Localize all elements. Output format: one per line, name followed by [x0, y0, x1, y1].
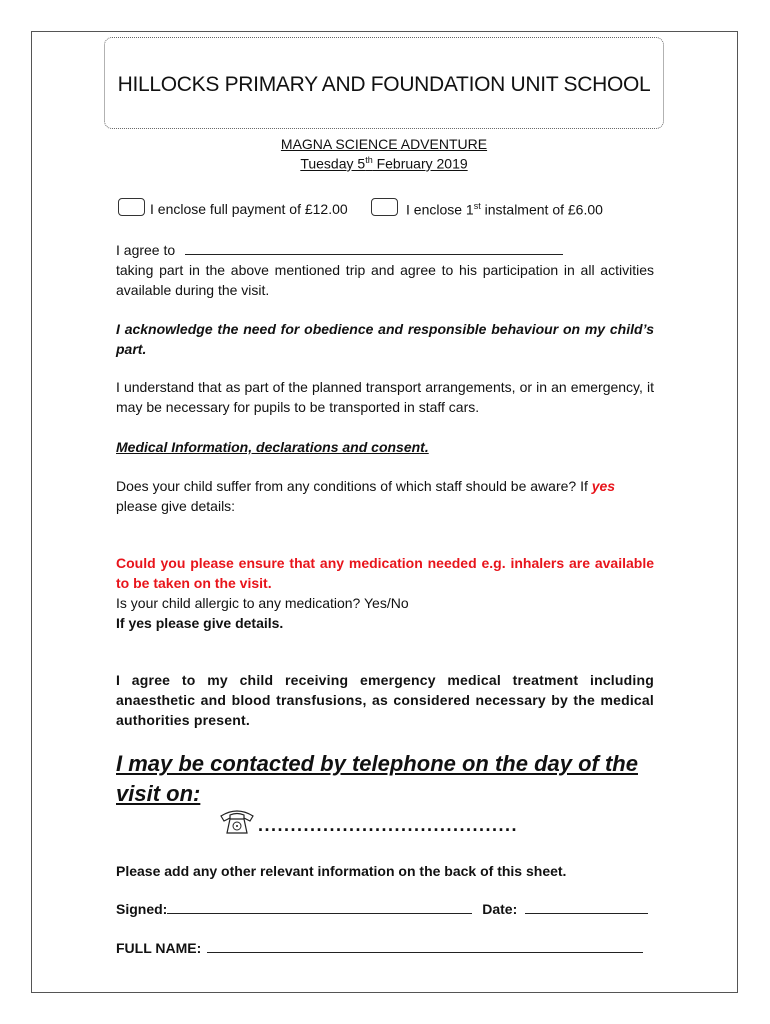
- other-info-note: Please add any other relevant information on the back of this sheet.: [116, 863, 567, 879]
- trip-date: [104, 155, 664, 172]
- emergency-consent: I agree to my child receiving emergency medical treatment including anaesthetic and blood transfusions, as considered necessary by the medical authorities present.: [116, 672, 654, 728]
- full-payment-checkbox[interactable]: [118, 198, 145, 216]
- full-name-field[interactable]: [207, 940, 643, 953]
- agree-rest: taking part in the above mentioned trip and agree to his participation in all activities available during the visit.: [116, 262, 654, 298]
- allergy-details: If yes please give details.: [116, 615, 284, 631]
- signature-field[interactable]: [167, 901, 472, 914]
- agree-prefix: I agree to: [116, 242, 176, 258]
- telephone-icon: [218, 806, 256, 841]
- instalment-label-prefix: I enclose 1: [406, 201, 474, 218]
- school-title: HILLOCKS PRIMARY AND FOUNDATION UNIT SCHOOL: [117, 73, 651, 96]
- instalment-label-rest: instalment of £6.00: [480, 201, 603, 218]
- trip-name: MAGNA SCIENCE ADVENTURE: [280, 136, 488, 152]
- trip-date-main: Tuesday 5: [300, 155, 366, 172]
- full-name-label: FULL NAME:: [116, 940, 202, 956]
- date-label: Date:: [482, 901, 518, 917]
- date-field[interactable]: [525, 901, 648, 914]
- conditions-details: please give details:: [116, 498, 236, 514]
- phone-number-field[interactable]: ........................................: [258, 815, 519, 835]
- full-name-row: [116, 940, 656, 956]
- instalment-checkbox[interactable]: [371, 198, 398, 216]
- conditions-question: [116, 476, 654, 516]
- child-name-field[interactable]: [185, 242, 563, 255]
- acknowledge-statement: I acknowledge the need for obedience and responsible behaviour on my child’s part.: [116, 321, 654, 357]
- agree-line: [116, 240, 654, 260]
- transport-statement: I understand that as part of the planned transport arrangements, or in an emergency, it may be necessary for pupils to be transported in staff cars.: [116, 379, 654, 415]
- conditions-yes: yes: [591, 478, 616, 494]
- medication-notice: Could you please ensure that any medication needed e.g. inhalers are available to be taken on the visit.: [116, 555, 654, 591]
- signature-row: [116, 901, 656, 917]
- instalment-label-sup: st: [473, 201, 481, 211]
- allergy-question: Is your child allergic to any medication? Yes/No: [116, 595, 409, 611]
- signed-label: Signed:: [116, 901, 168, 917]
- full-payment-label: I enclose full payment of £12.00: [150, 201, 348, 217]
- trip-date-sup: th: [365, 155, 373, 165]
- medical-heading: Medical Information, declarations and consent.: [116, 439, 429, 455]
- conditions-text: Does your child suffer from any conditions of which staff should be aware? If: [116, 478, 592, 494]
- instalment-label: [406, 201, 603, 218]
- trip-date-rest: February 2019: [372, 155, 468, 172]
- contact-heading: I may be contacted by telephone on the day of the visit on:: [116, 751, 638, 806]
